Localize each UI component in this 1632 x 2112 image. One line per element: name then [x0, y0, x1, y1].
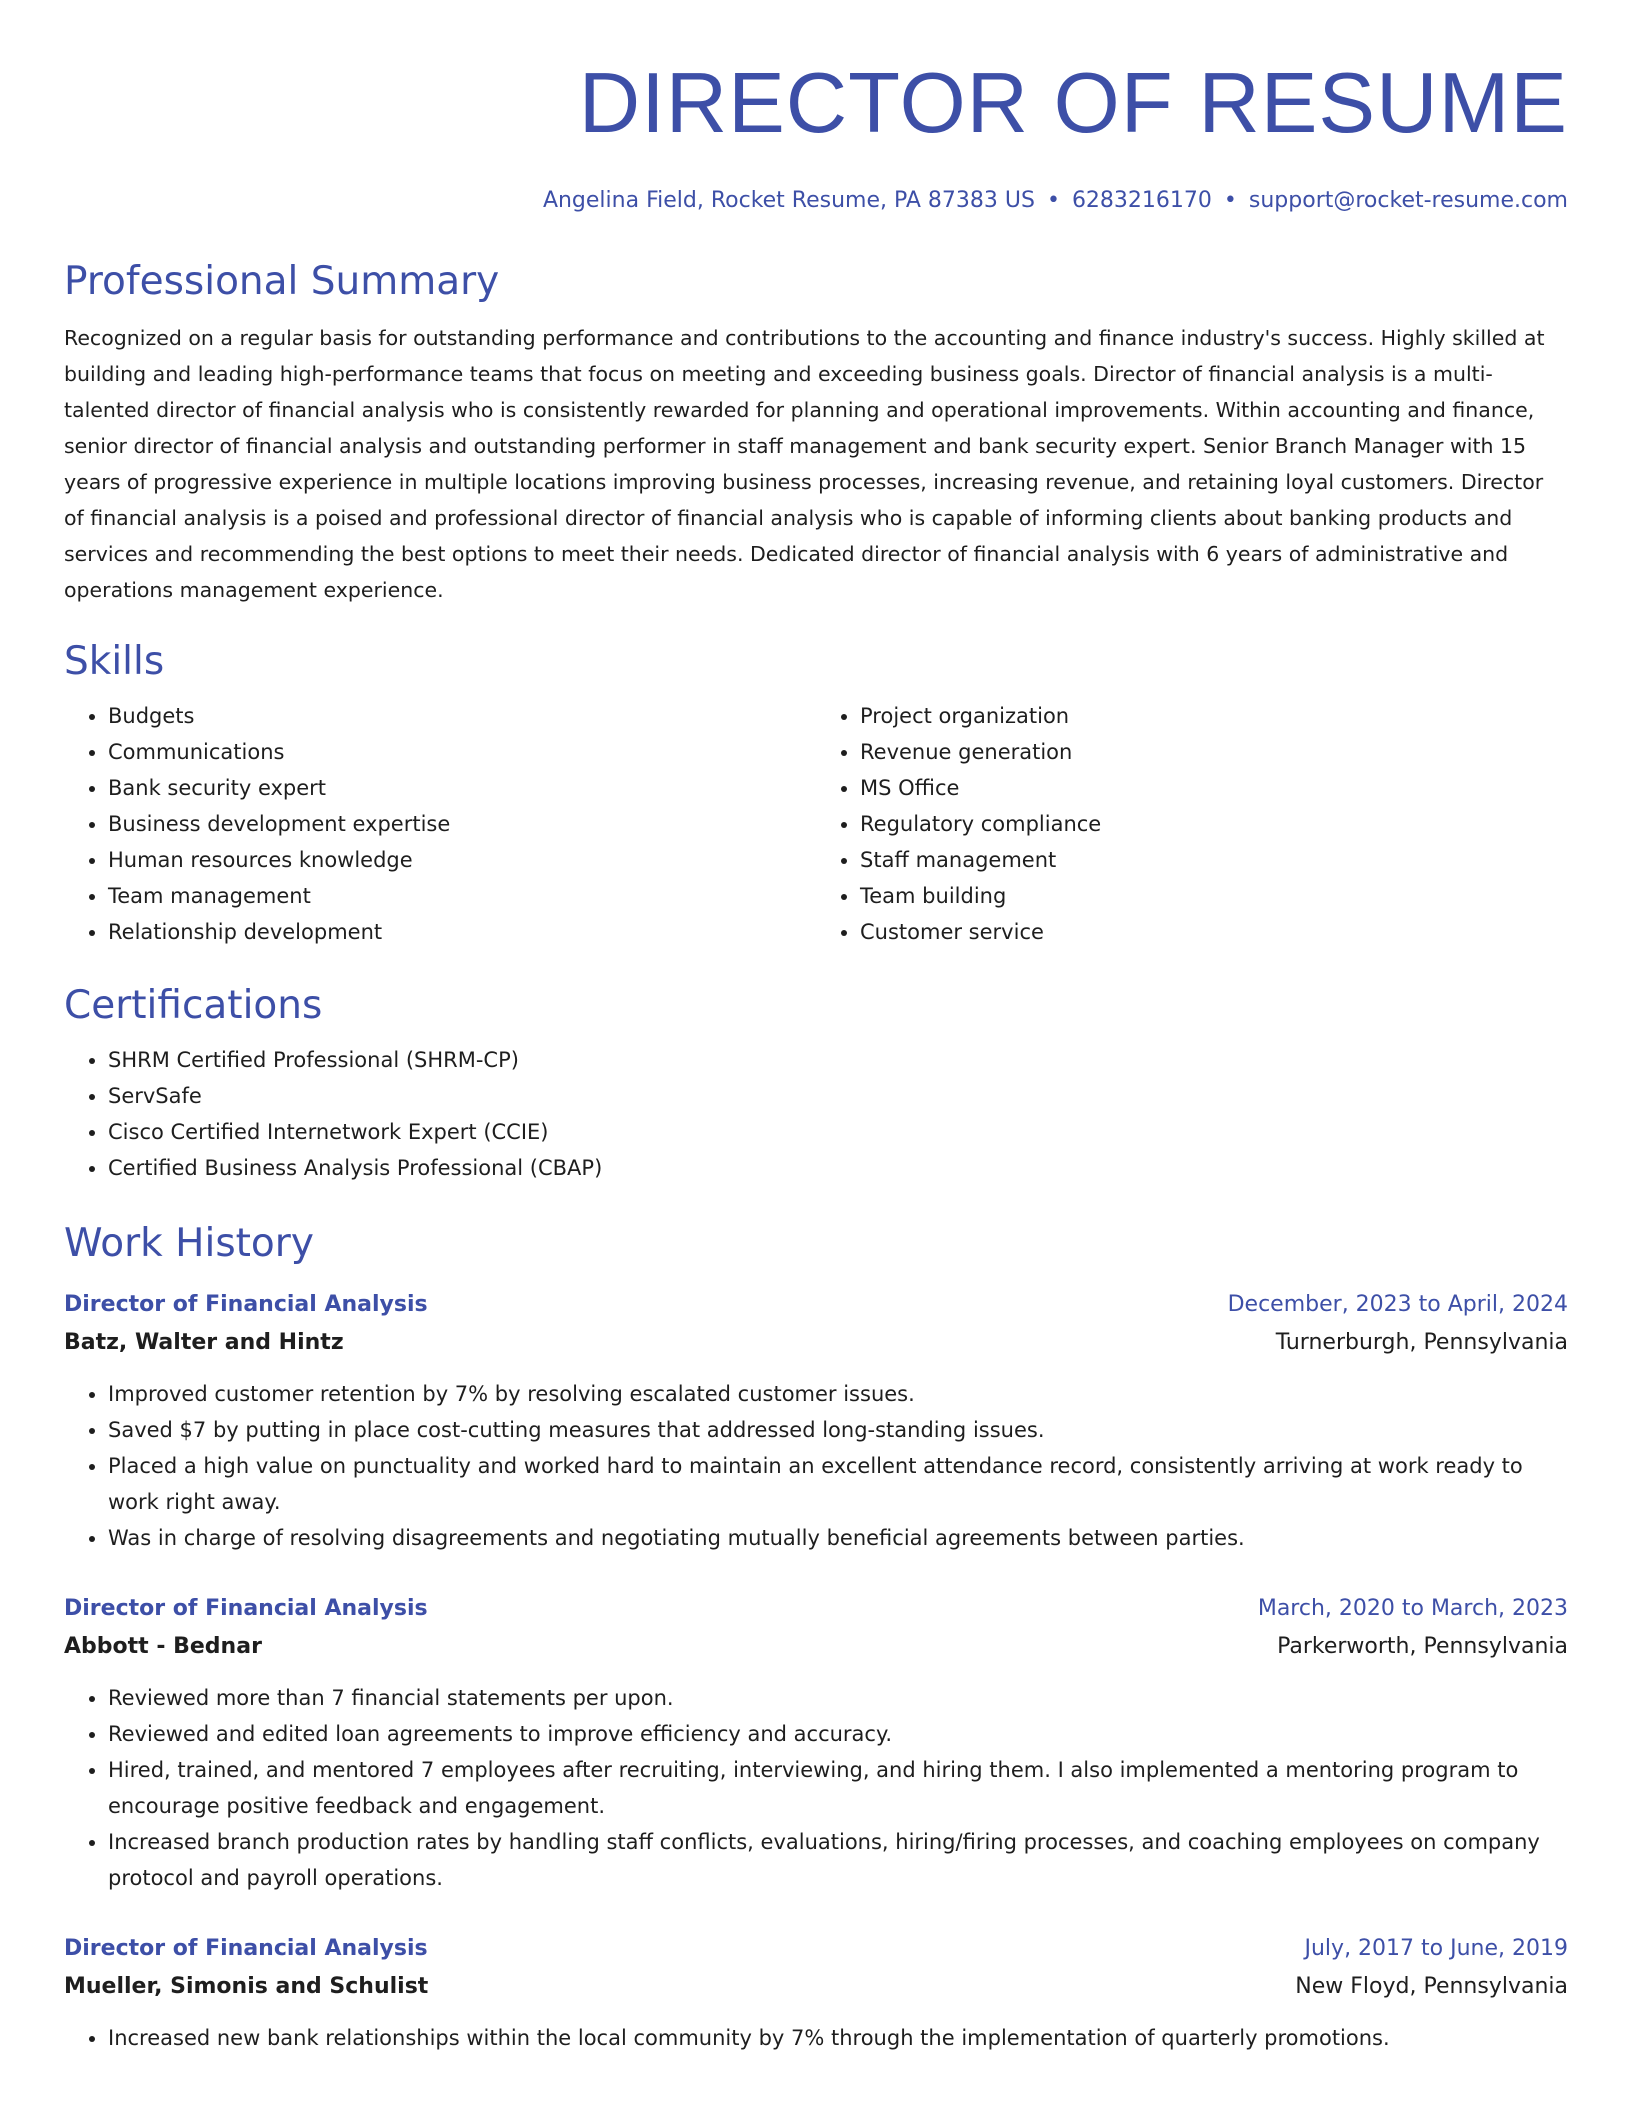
job-company: Mueller, Simonis and Schulist [64, 1974, 429, 1999]
job-bullet: • Hired, trained, and mentored 7 employees after recruiting, interviewing, and hiring them. I also implemented a mentoring program to encourage positive feedback and engagement. [108, 1752, 1568, 1824]
resume-name: DIRECTOR OF RESUME [578, 56, 1568, 151]
job-bullet: • Was in charge of resolving disagreements and negotiating mutually beneficial agreements between parties. [108, 1520, 1568, 1556]
job-location: New Floyd, Pennsylvania [1295, 1974, 1568, 1999]
skill-item: • Human resources knowledge [108, 842, 816, 878]
job-company: Abbott - Bednar [64, 1634, 262, 1659]
job-title: Director of Financial Analysis [64, 1292, 428, 1317]
job-bullet: • Saved $7 by putting in place cost-cutting measures that addressed long-standing issues. [108, 1412, 1568, 1448]
certification-item: • ServSafe [108, 1078, 1568, 1114]
summary-heading: Professional Summary [64, 259, 500, 304]
contact-phone: 6283216170 [1071, 188, 1212, 213]
contact-separator: • [1046, 188, 1060, 213]
skill-item: • Business development expertise [108, 806, 816, 842]
job-header-row [64, 1590, 1568, 1628]
job-employer-row [64, 1628, 1568, 1666]
job-dates: March, 2020 to March, 2023 [1257, 1596, 1568, 1621]
contact-email: support@rocket-resume.com [1248, 188, 1568, 213]
skills-heading: Skills [64, 639, 165, 684]
job-title: Director of Financial Analysis [64, 1596, 428, 1621]
job-bullet: • Reviewed more than 7 financial statements per upon. [108, 1680, 1568, 1716]
job-location: Parkerworth, Pennsylvania [1277, 1634, 1568, 1659]
skills-column-left [64, 698, 816, 950]
skill-item: • Team management [108, 878, 816, 914]
job-company: Batz, Walter and Hintz [64, 1330, 344, 1355]
job-entry [64, 1590, 1568, 1896]
contact-address: Angelina Field, Rocket Resume, PA 87383 US [542, 188, 1035, 213]
skill-item: • Relationship development [108, 914, 816, 950]
skill-item: • Budgets [108, 698, 816, 734]
skills-column-right [816, 698, 1568, 950]
job-bullet: • Placed a high value on punctuality and worked hard to maintain an excellent attendance record, consistently arriving at work ready to work right away. [108, 1448, 1568, 1520]
job-location: Turnerburgh, Pennsylvania [1275, 1330, 1568, 1355]
skills-list [64, 698, 1568, 950]
skill-item: • Bank security expert [108, 770, 816, 806]
job-bullets [64, 1680, 1568, 1896]
contact-line [64, 186, 1568, 216]
skill-item: • Customer service [860, 914, 1568, 950]
contact-separator: • [1223, 188, 1237, 213]
certifications-heading: Certifications [64, 983, 323, 1028]
skill-item: • Staff management [860, 842, 1568, 878]
skill-item: • MS Office [860, 770, 1568, 806]
skill-item: • Regulatory compliance [860, 806, 1568, 842]
job-dates: July, 2017 to June, 2019 [1304, 1936, 1568, 1961]
summary-text: Recognized on a regular basis for outstanding performance and contributions to the accounting and finance industry's success. Highly skilled at building and leading high-performance teams that focus on meeting and exceeding business goals. Director of financial analysis is a multi-talented director of financial analysis who is consistently rewarded for planning and operational improvements. Within accounting and finance, senior director of financial analysis and outstanding performer in staff management and bank security expert. Senior Branch Manager with 15 years of progressive experience in multiple locations improving business processes, increasing revenue, and retaining loyal customers. Director of financial analysis is a poised and professional director of financial analysis who is capable of informing clients about banking products and services and recommending the best options to meet their needs. Dedicated director of financial analysis with 6 years of administrative and operations management experience. [64, 326, 1545, 602]
job-header-row [64, 1930, 1568, 1968]
job-bullet: • Increased branch production rates by handling staff conflicts, evaluations, hiring/firing processes, and coaching employees on company protocol and payroll operations. [108, 1824, 1568, 1896]
job-bullets [64, 2020, 1568, 2056]
work-history-heading: Work History [64, 1221, 314, 1266]
job-bullet: • Improved customer retention by 7% by resolving escalated customer issues. [108, 1376, 1568, 1412]
job-bullet: • Reviewed and edited loan agreements to improve efficiency and accuracy. [108, 1716, 1568, 1752]
job-header-row [64, 1286, 1568, 1324]
job-bullet: • Increased new bank relationships within the local community by 7% through the implementation of quarterly promotions. [108, 2020, 1568, 2056]
job-employer-row [64, 1324, 1568, 1362]
job-title: Director of Financial Analysis [64, 1936, 428, 1961]
job-entry [64, 1930, 1568, 2056]
certification-item: • SHRM Certified Professional (SHRM-CP) [108, 1042, 1568, 1078]
job-bullets [64, 1376, 1568, 1556]
skill-item: • Communications [108, 734, 816, 770]
certification-item: • Cisco Certified Internetwork Expert (CCIE) [108, 1114, 1568, 1150]
resume-page [64, 0, 1568, 2056]
skill-item: • Team building [860, 878, 1568, 914]
certification-item: • Certified Business Analysis Professional (CBAP) [108, 1150, 1568, 1186]
skill-item: • Revenue generation [860, 734, 1568, 770]
resume-header [64, 0, 1568, 216]
certifications-list [64, 1042, 1568, 1186]
job-employer-row [64, 1968, 1568, 2006]
job-entry [64, 1286, 1568, 1556]
skill-item: • Project organization [860, 698, 1568, 734]
job-dates: December, 2023 to April, 2024 [1227, 1292, 1568, 1317]
